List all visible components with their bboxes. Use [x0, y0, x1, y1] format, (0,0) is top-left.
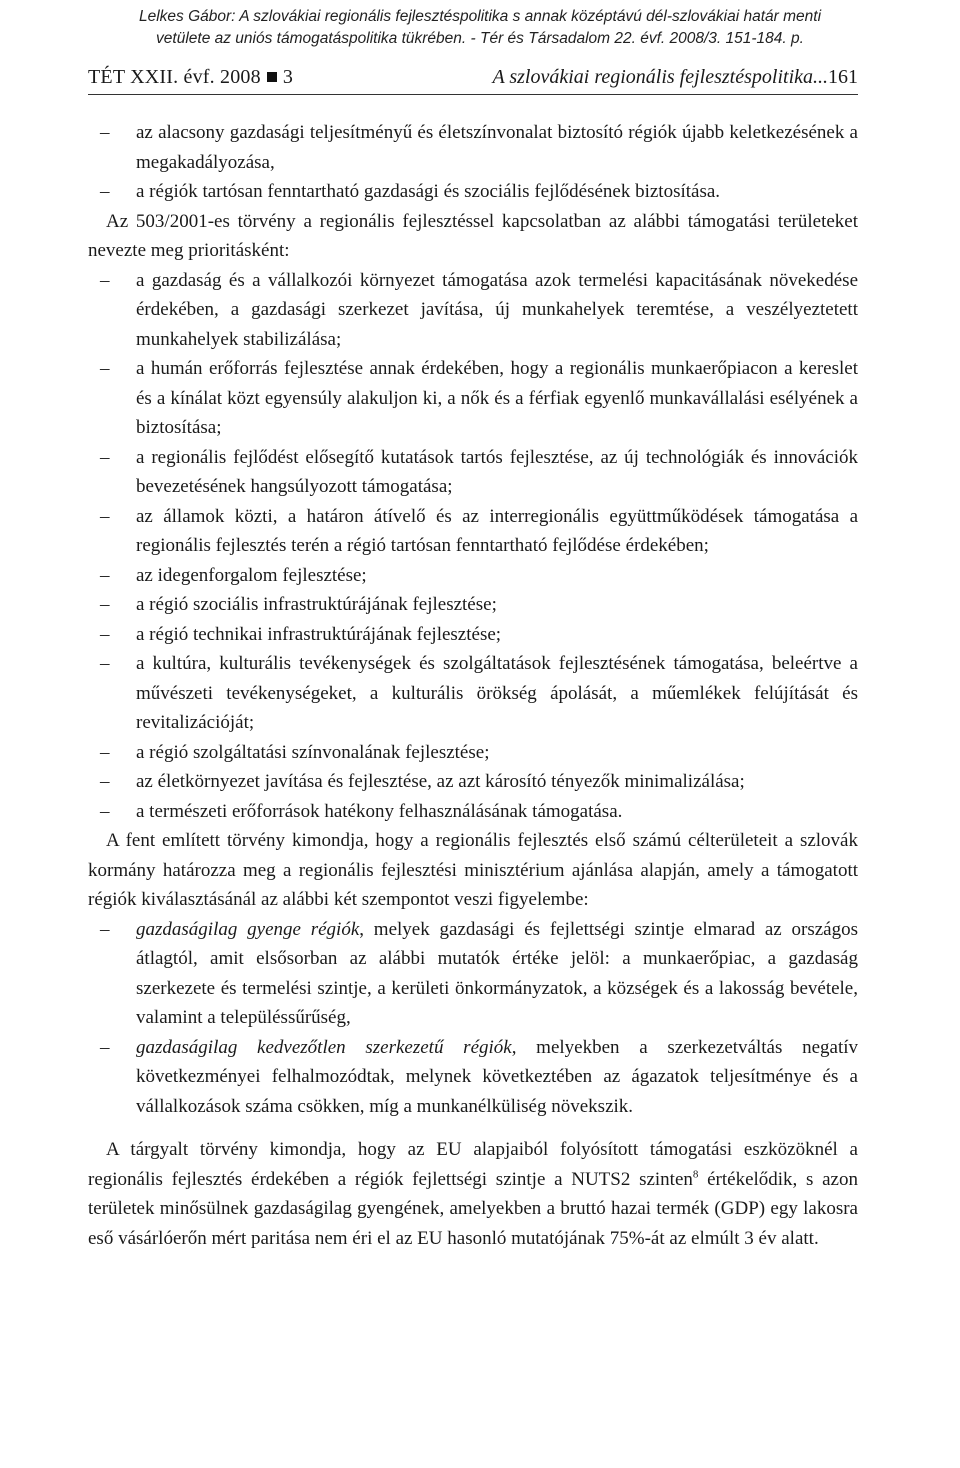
paragraph-law: Az 503/2001-es törvény a regionális fejlesztéssel kapcsolatban az alábbi támogatási területeket nevezte meg prioritásként: — [88, 210, 858, 261]
list-item-text: a régiók tartósan fenntartható gazdasági és szociális fejlődésének biztosítása. — [136, 181, 721, 202]
list-item-text: a régió szociális infrastruktúrájának fejlesztése; — [136, 594, 497, 615]
square-bullet-icon — [267, 72, 277, 82]
dash-bullet: – — [100, 594, 110, 615]
list-item — [88, 177, 858, 207]
list-item — [88, 1033, 858, 1122]
dash-bullet: – — [100, 358, 110, 379]
dash-bullet: – — [100, 653, 110, 674]
list-item — [88, 620, 858, 650]
journal-name: TÉT XXII. évf. 2008 — [88, 66, 261, 88]
criterion-text: , melyek gazdasági és fejlettségi szintje elmarad az országos átlagtól, amit elsősorban az alábbi mutatók értéke jelöl: a munkaerőpiac, a gazdaság szerkezete és termelési szintje, a kerületi önkormányzatok, a községek és a lakosság bevétele, valamint a településsűrűség, — [136, 918, 859, 1028]
dash-bullet: – — [100, 181, 110, 202]
list-item — [88, 266, 858, 355]
list-item-text: a humán erőforrás fejlesztése annak érdekében, hogy a regionális munkaerőpiacon a kereslet és a kínálat közt egyensúly alakuljon ki, a nők és a férfiak egyenlő munkavállalási esélyének a biztosítása; — [136, 358, 858, 438]
list-item — [88, 915, 858, 1033]
list-item — [88, 118, 858, 177]
running-head — [88, 66, 858, 95]
list-item — [88, 649, 858, 738]
dash-bullet: – — [100, 741, 110, 763]
list-item-text: az alacsony gazdasági teljesítményű és életszínvonalat biztosító régiók újabb keletkezésének a megakadályozása, — [136, 122, 858, 173]
paragraph-final-start: A tárgyalt törvény kimondja, hogy az EU alapjaiból folyósított támogatási eszközöknél a regionális fejlesztés érdekében a régiók fejlettségi szintje a NUTS2 szinten — [88, 1139, 858, 1190]
article-short-title: A szlovákiai regionális fejlesztéspolitika... — [492, 66, 828, 88]
priorities-list — [88, 266, 858, 827]
list-item — [88, 443, 858, 502]
dash-bullet: – — [100, 771, 110, 792]
list-item-text: a gazdaság és a vállalkozói környezet támogatása azok termelési kapacitásának növekedése érdekében, a gazdasági szerkezet javítása, új munkahelyek teremtése, a veszélyeztetett munkahelyek stabilizálása; — [136, 269, 858, 350]
page-number: 161 — [828, 66, 858, 88]
list-item-text: a régió szolgáltatási színvonalának fejlesztése; — [136, 741, 490, 763]
dash-bullet: – — [100, 122, 110, 143]
list-item — [88, 561, 858, 591]
goals-list — [88, 118, 858, 207]
dash-bullet: – — [100, 505, 110, 527]
dash-bullet: – — [100, 623, 110, 645]
dash-bullet: – — [100, 918, 110, 940]
dash-bullet: – — [100, 1036, 110, 1058]
issue-number: 3 — [282, 66, 294, 88]
article-head — [492, 66, 858, 89]
list-item-text: az életkörnyezet javítása és fejlesztése, az azt károsító tényezők minimalizálása; — [136, 771, 745, 792]
criteria-list — [88, 915, 858, 1122]
paragraph-final-end: értékelődik, s azon területek minősülnek gazdaságilag gyengének, amelyekben a bruttó hazai termék (GDP) egy lakosra eső vásárlóerőn mért paritása nem éri el az EU hasonló mutatójának 75%-át az elmúlt 3 év alatt. — [88, 1168, 858, 1249]
list-item — [88, 590, 858, 620]
dash-bullet: – — [100, 446, 110, 468]
criterion-term: gazdaságilag kedvezőtlen szerkezetű régiók — [136, 1036, 512, 1058]
list-item-text: az idegenforgalom fejlesztése; — [136, 564, 367, 586]
list-item-text: a természeti erőforrások hatékony felhasználásának támogatása. — [136, 800, 623, 822]
list-item — [88, 767, 858, 797]
citation-header — [0, 6, 960, 50]
criterion-term: gazdaságilag gyenge régiók — [136, 918, 360, 940]
list-item-text: a regionális fejlődést elősegítő kutatások tartós fejlesztése, az új technológiák és innovációk bevezetésének hangsúlyozott támogatása; — [136, 446, 858, 497]
footnote-marker: 8 — [692, 1168, 699, 1181]
dash-bullet: – — [100, 269, 110, 291]
dash-bullet: – — [100, 564, 110, 586]
criterion-text: , melyekben a szerkezetváltás negatív következményei felhalmozódtak, melynek következtében az ágazatok teljesítménye és a vállalkozások száma csökken, míg a munkanélküliség növekszik. — [136, 1036, 858, 1117]
list-item-text: a régió technikai infrastruktúrájának fejlesztése; — [136, 623, 502, 645]
list-item — [88, 797, 858, 827]
paragraph-criteria: A fent említett törvény kimondja, hogy a regionális fejlesztés első számú célterületeit a szlovák kormány határozza meg a regionális fejlesztési minisztérium ajánlása alapján, amely a támogatott régiók kiválasztásánál az alábbi két szempontot veszi figyelembe: — [88, 830, 858, 910]
paragraph-final — [88, 1135, 858, 1253]
citation-line-2: vetülete az uniós támogatáspolitika tükrében. - Tér és Társadalom 22. évf. 2008/3. 151-184. p. — [156, 30, 804, 47]
list-item-text: az államok közti, a határon átívelő és az interregionális együttműködések támogatása a regionális fejlesztés terén a régió tartósan fenntartható fejlődése érdekében; — [136, 505, 858, 556]
page-body — [88, 118, 858, 1253]
list-item — [88, 354, 858, 443]
citation-line-1: Lelkes Gábor: A szlovákiai regionális fejlesztéspolitika s annak középtávú dél-szlovákiai határ menti — [138, 8, 822, 25]
dash-bullet: – — [100, 800, 110, 822]
list-item — [88, 738, 858, 768]
list-item-text: a kultúra, kulturális tevékenységek és szolgáltatások fejlesztésének támogatása, beleértve a művészeti tevékenységeket, a kulturális örökség ápolását, a műemlékek felújítását és revitalizációját; — [136, 653, 858, 733]
list-item — [88, 502, 858, 561]
journal-info — [88, 66, 293, 89]
